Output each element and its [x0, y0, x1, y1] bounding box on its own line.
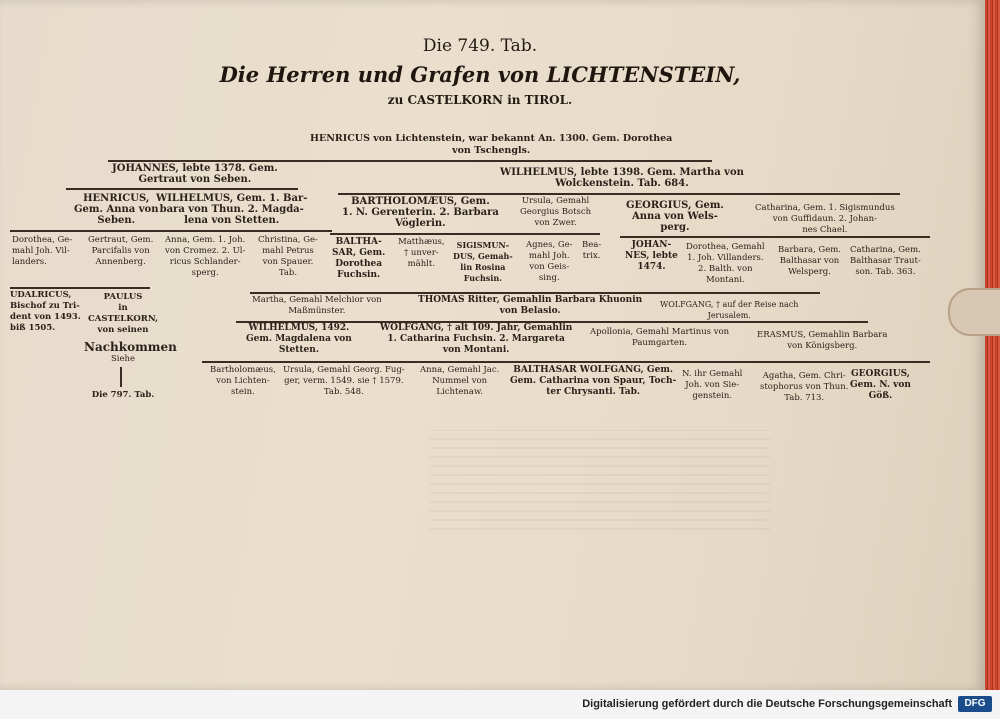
- entry-wilhelmus: WILHELMUS, lebte 1398. Gem. Martha von Wolckenstein. Tab. 684.: [500, 167, 744, 189]
- entry-wolfgang-jerusalem: WOLFGANG, † auf der Reise nach Jerusalem.: [660, 300, 799, 320]
- entry-paulus-nachkommen: Nachkommen: [84, 340, 177, 354]
- entry-christina: Christina, Ge- mahl Petrus von Spauer. Tab.: [258, 235, 318, 278]
- table-number: Die 749. Tab.: [422, 36, 538, 56]
- entry-martha: Martha, Gemahl Melchior von Maßmünster.: [252, 295, 382, 316]
- gen3-bracket-right: [338, 193, 900, 195]
- funding-notice: Digitalisierung gefördert durch die Deutsche Forschungsgemeinschaft: [582, 698, 952, 710]
- entry-bartholomaeus: BARTHOLOMÆUS, Gem. 1. N. Gerenterin. 2. Barbara Vöglerin.: [342, 196, 499, 229]
- gen3-bracket-left: [66, 188, 298, 190]
- entry-henricus: HENRICUS, Gem. Anna von Seben.: [74, 193, 159, 226]
- entry-balthasar: BALTHA- SAR, Gem. Dorothea Fuchsin.: [332, 237, 386, 280]
- gen4-bracket-b: [330, 233, 600, 235]
- gen7-bracket: [202, 361, 930, 363]
- page-edge: [985, 0, 1000, 690]
- entry-wolfgang: WOLFGANG, † alt 109. Jahr, Gemahlin 1. Catharina Fuchsin. 2. Margareta von Montani.: [380, 323, 573, 355]
- entry-gertraut: Gertraut, Gem. Parcifalis von Annenberg.: [88, 235, 154, 267]
- paulus-connector: [120, 367, 122, 387]
- entry-apollonia: Apollonia, Gemahl Martinus von Paumgarten.: [590, 327, 730, 348]
- entry-wilhelmus-1492: WILHELMUS, 1492. Gem. Magdalena von Stetten.: [246, 323, 352, 355]
- root-entry: HENRICUS von Lichtenstein, war bekannt An. 1300. Gem. Dorothea von Tschengls.: [310, 133, 673, 156]
- entry-sigismundus: SIGISMUN- DUS, Gemah- lin Rosina Fuchsin.: [453, 240, 513, 283]
- entry-catharina-2: Catharina, Gem. Balthasar Traut- son. Tab. 363.: [850, 245, 921, 277]
- page-subtitle: zu CASTELKORN in TIROL.: [387, 93, 573, 107]
- entry-thomas: THOMAS Ritter, Gemahlin Barbara Khuonin von Belasio.: [418, 295, 643, 316]
- gen2-bracket: [108, 160, 712, 162]
- entry-georgius-2: GEORGIUS, Gem. N. von Göß.: [850, 369, 911, 401]
- entry-bartholomaeus-2: Bartholomæus, von Lichten- stein.: [210, 365, 276, 397]
- entry-paulus-siehe: Siehe: [110, 354, 136, 364]
- gen4-bracket-c: [620, 236, 930, 238]
- entry-udalricus: UDALRICUS, Bischof zu Tri- dent von 1493. biß 1505.: [10, 290, 81, 333]
- entry-anna-2: Anna, Gemahl Jac. Nummel von Lichtenaw.: [420, 365, 500, 397]
- page-title: Die Herren und Grafen von LICHTENSTEIN,: [219, 62, 741, 87]
- footer-bar: [0, 690, 1000, 719]
- gen5-bracket-right: [250, 292, 820, 294]
- bleed-through: [430, 430, 770, 530]
- entry-agatha: Agatha, Gem. Chri- stophorus von Thun. Tab. 713.: [760, 371, 849, 403]
- entry-balthasar-wolfgang: BALTHASAR WOLFGANG, Gem. Gem. Catharina von Spaur, Toch- ter Chrysanti. Tab.: [510, 365, 677, 397]
- bookmark-tab: [948, 288, 1000, 336]
- entry-beatrix: Bea- trix.: [582, 240, 602, 261]
- entry-georgius: GEORGIUS, Gem. Anna von Wels- perg.: [626, 200, 724, 233]
- entry-agnes: Agnes, Ge- mahl Joh. von Geis- sing.: [526, 240, 573, 283]
- entry-paulus-tab: Die 797. Tab.: [91, 390, 155, 400]
- entry-johannes-2: JOHAN- NES, lebte 1474.: [625, 240, 678, 272]
- entry-barbara: Barbara, Gem. Balthasar von Welsperg.: [778, 245, 842, 277]
- dfg-logo: DFG: [958, 696, 992, 712]
- entry-johannes: JOHANNES, lebte 1378. Gem. Gertraut von Seben.: [112, 163, 278, 185]
- entry-matthaeus: Matthæus, † unver- mählt.: [398, 237, 445, 269]
- entry-wilhelmus-2: WILHELMUS, Gem. 1. Bar- bara von Thun. 2. Magda- lena von Stetten.: [156, 193, 308, 226]
- entry-paulus: PAULUS in CASTELKORN, von seinen: [87, 292, 159, 335]
- entry-erasmus: ERASMUS, Gemahlin Barbara von Königsberg.: [757, 330, 888, 351]
- entry-catharina: Catharina, Gem. 1. Sigismundus von Guffidaun. 2. Johan- nes Chael.: [755, 203, 895, 235]
- entry-ursula: Ursula, Gemahl Georgius Botsch von Zwer.: [520, 196, 592, 228]
- entry-dorothea: Dorothea, Ge- mahl Joh. Vil- landers.: [12, 235, 73, 267]
- gen4-bracket-a: [10, 230, 332, 232]
- gen5-bracket-left: [10, 287, 150, 289]
- entry-ursula-2: Ursula, Gemahl Georg. Fug- ger, verm. 1549. sie † 1579. Tab. 548.: [283, 365, 405, 397]
- entry-dorothea-2: Dorothea, Gemahl 1. Joh. Villanders. 2. Balth. von Montani.: [686, 242, 765, 285]
- entry-n: N. ihr Gemahl Joh. von Sie- genstein.: [682, 369, 743, 401]
- entry-anna: Anna, Gem. 1. Joh. von Cromez. 2. Ul- ricus Schlander- sperg.: [165, 235, 246, 278]
